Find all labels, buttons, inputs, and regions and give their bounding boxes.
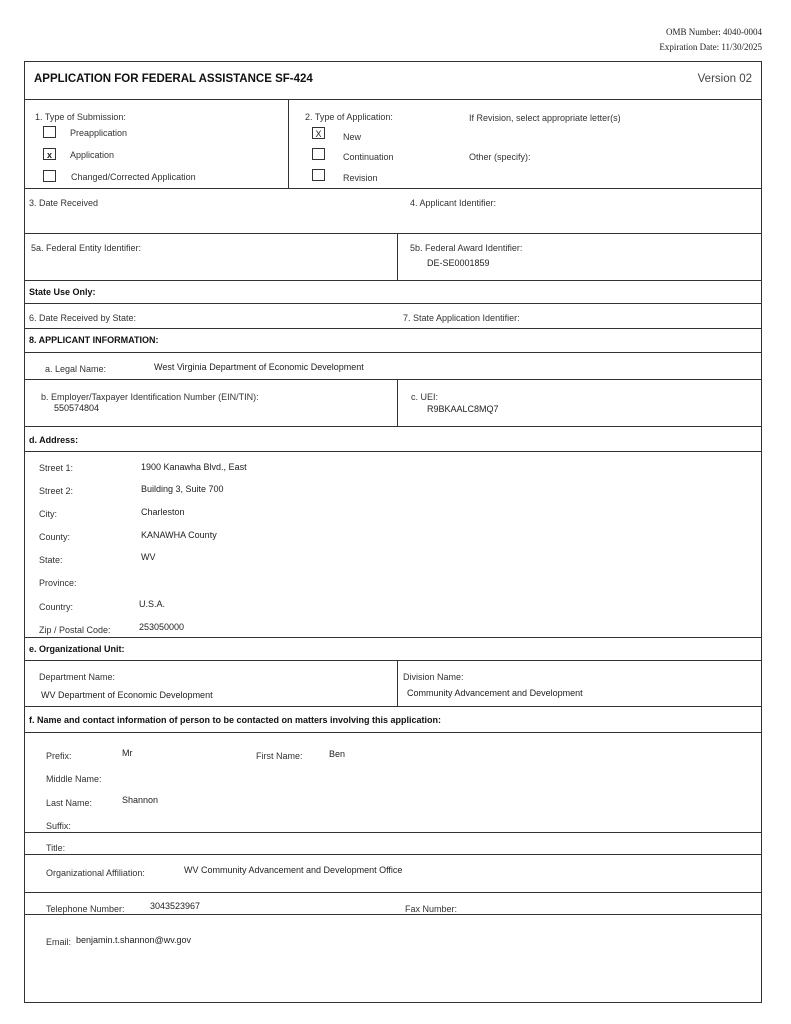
legal-name-value[interactable]: West Virginia Department of Economic Development [154, 362, 364, 372]
city-label: City: [39, 509, 57, 519]
email-label: Email: [46, 937, 72, 947]
divider [397, 380, 398, 426]
applicant-info-heading-row [25, 329, 761, 353]
last-name-label: Last Name: [46, 798, 93, 808]
email-value[interactable]: benjamin.t.shannon@wv.gov [76, 935, 192, 945]
legal-name-row [25, 353, 761, 380]
state-use-only-heading: State Use Only: [29, 287, 96, 297]
fax-label: Fax Number: [405, 904, 458, 914]
phone-fax-row [25, 893, 761, 915]
type-of-submission-label: 1. Type of Submission: [35, 112, 126, 122]
other-specify-label: Other (specify): [469, 152, 531, 162]
department-name-value[interactable]: WV Department of Economic Development [41, 690, 213, 700]
continuation-checkbox[interactable] [312, 148, 325, 160]
applicant-identifier-label: 4. Applicant Identifier: [410, 198, 497, 208]
uei-value[interactable]: R9BKAALC8MQ7 [427, 404, 499, 414]
country-value[interactable]: U.S.A. [139, 599, 166, 609]
address-heading: d. Address: [29, 435, 79, 445]
department-name-label: Department Name: [39, 672, 116, 682]
state-value[interactable]: WV [141, 552, 156, 562]
date-received-row [25, 189, 761, 234]
form-header-row [25, 62, 761, 100]
date-received-by-state-label: 6. Date Received by State: [29, 313, 137, 323]
division-name-value[interactable]: Community Advancement and Development [407, 688, 583, 698]
street1-label: Street 1: [39, 463, 74, 473]
zip-label: Zip / Postal Code: [39, 625, 111, 635]
federal-award-identifier-value[interactable]: DE-SE0001859 [427, 258, 490, 268]
prefix-value[interactable]: Mr [122, 748, 133, 758]
preapplication-label: Preapplication [70, 128, 128, 138]
address-block [25, 452, 761, 638]
contact-name-block [25, 733, 761, 833]
state-label: State: [39, 555, 63, 565]
county-value[interactable]: KANAWHA County [141, 530, 217, 540]
continuation-label: Continuation [343, 152, 394, 162]
revision-checkbox[interactable] [312, 169, 325, 181]
ein-value[interactable]: 550574804 [54, 403, 100, 413]
city-value[interactable]: Charleston [141, 507, 185, 517]
form-version: Version 02 [697, 73, 752, 85]
first-name-value[interactable]: Ben [329, 749, 346, 759]
revision-label: Revision [343, 173, 378, 183]
org-unit-row [25, 661, 761, 707]
org-unit-heading-row [25, 638, 761, 661]
new-label: New [343, 132, 362, 142]
divider [397, 234, 398, 280]
new-checkbox[interactable]: X [312, 127, 325, 139]
country-label: Country: [39, 602, 74, 612]
state-application-identifier-label: 7. State Application Identifier: [403, 313, 520, 323]
first-name-label: First Name: [256, 751, 303, 761]
org-unit-heading: e. Organizational Unit: [29, 644, 125, 654]
street2-label: Street 2: [39, 486, 74, 496]
changed-corrected-checkbox[interactable] [43, 170, 56, 182]
contact-heading-row [25, 707, 761, 733]
prefix-label: Prefix: [46, 751, 72, 761]
sf424-form [24, 61, 762, 1003]
zip-value[interactable]: 253050000 [139, 622, 185, 632]
street2-value[interactable]: Building 3, Suite 700 [141, 484, 224, 494]
omb-info [659, 25, 762, 55]
middle-name-label: Middle Name: [46, 774, 102, 784]
expiration-date: Expiration Date: 11/30/2025 [659, 42, 762, 52]
org-affiliation-label: Organizational Affiliation: [46, 868, 145, 878]
street1-value[interactable]: 1900 Kanawha Blvd., East [141, 462, 247, 472]
ein-uei-row [25, 380, 761, 427]
application-checkbox[interactable]: x [43, 148, 56, 160]
date-received-label: 3. Date Received [29, 198, 99, 208]
divider [397, 661, 398, 706]
contact-title-row [25, 833, 761, 855]
state-use-only-row [25, 281, 761, 304]
suffix-label: Suffix: [46, 821, 71, 831]
division-name-label: Division Name: [403, 672, 464, 682]
telephone-label: Telephone Number: [46, 904, 125, 914]
omb-number: OMB Number: 4040-0004 [666, 27, 762, 37]
form-title: APPLICATION FOR FEDERAL ASSISTANCE SF-424 [34, 73, 313, 85]
legal-name-label: a. Legal Name: [45, 364, 107, 374]
federal-identifier-row [25, 234, 761, 281]
federal-award-identifier-label: 5b. Federal Award Identifier: [410, 243, 523, 253]
last-name-value[interactable]: Shannon [122, 795, 159, 805]
contact-heading: f. Name and contact information of person to be contacted on matters involving this application: [29, 715, 442, 725]
changed-corrected-label: Changed/Corrected Application [71, 172, 196, 182]
revision-letters-label: If Revision, select appropriate letter(s) [469, 113, 621, 123]
divider [288, 100, 289, 188]
preapplication-checkbox[interactable] [43, 126, 56, 138]
province-label: Province: [39, 578, 77, 588]
applicant-info-heading: 8. APPLICANT INFORMATION: [29, 335, 159, 345]
application-label: Application [70, 150, 115, 160]
federal-entity-identifier-label: 5a. Federal Entity Identifier: [31, 243, 142, 253]
uei-label: c. UEI: [411, 392, 439, 402]
org-affiliation-value[interactable]: WV Community Advancement and Development Office [184, 865, 403, 875]
address-heading-row [25, 427, 761, 452]
org-affiliation-row [25, 855, 761, 893]
title-label: Title: [46, 843, 66, 853]
ein-label: b. Employer/Taxpayer Identification Number (EIN/TIN): [41, 392, 259, 402]
email-row [25, 915, 761, 1003]
telephone-value[interactable]: 3043523967 [150, 901, 201, 911]
type-of-application-label: 2. Type of Application: [305, 112, 393, 122]
submission-type-row [25, 100, 761, 189]
state-date-row [25, 304, 761, 329]
county-label: County: [39, 532, 71, 542]
